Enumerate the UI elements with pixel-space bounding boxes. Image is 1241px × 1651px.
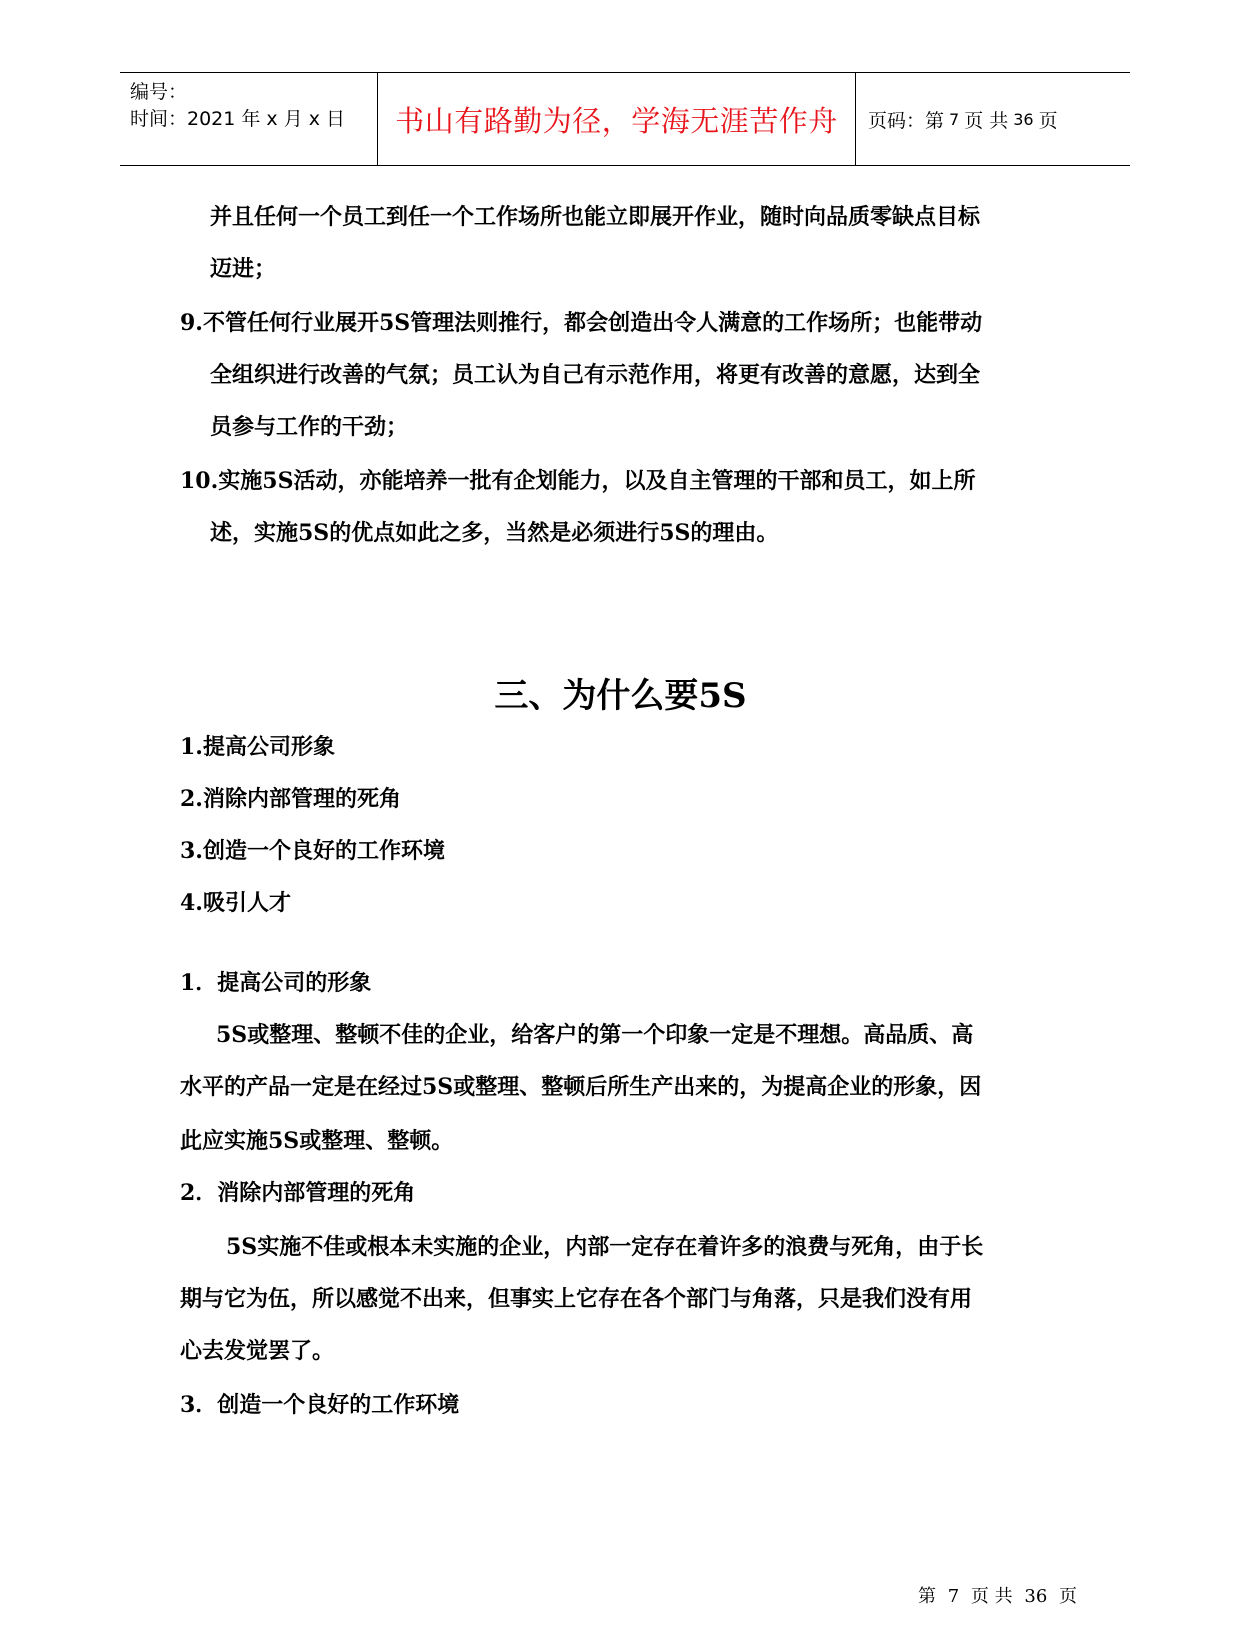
subsection-heading: 2．消除内部管理的死角	[180, 1180, 416, 1206]
section-title: 三、为什么要5S	[494, 676, 747, 716]
subsection-heading: 1．提高公司的形象	[180, 970, 372, 996]
body-line: 员参与工作的干劲；	[210, 414, 409, 440]
page-footer	[918, 1582, 1077, 1608]
header-motto: 书山有路勤为径，学海无涯苦作舟	[378, 73, 856, 165]
body-line: 迈进；	[210, 256, 277, 282]
list-item: 4.吸引人才	[180, 890, 291, 916]
footer-current: 7	[947, 1586, 960, 1607]
page-total: 36	[1013, 109, 1034, 129]
paragraph-line: 期与它为伍，所以感觉不出来，但事实上它存在各个部门与角落，只是我们没有用	[180, 1286, 973, 1312]
list-item: 1.提高公司形象	[180, 734, 335, 760]
footer-mid: 页 共	[970, 1586, 1013, 1607]
body-line: 9.不管任何行业展开5S管理法则推行，都会创造出令人满意的工作场所；也能带动	[180, 310, 983, 336]
paragraph-line: 此应实施5S或整理、整顿。	[180, 1128, 454, 1154]
list-item: 2.消除内部管理的死角	[180, 786, 401, 812]
body-line: 述，实施5S的优点如此之多，当然是必须进行5S的理由。	[210, 520, 779, 546]
paragraph-line: 心去发觉罢了。	[180, 1338, 335, 1364]
page-suffix: 页	[1038, 109, 1058, 132]
page-mid: 页 共	[964, 109, 1009, 132]
list-item: 3.创造一个良好的工作环境	[180, 838, 445, 864]
page-current: 7	[949, 109, 960, 129]
footer-prefix: 第	[918, 1586, 936, 1607]
body-line: 全组织进行改善的气氛；员工认为自己有示范作用，将更有改善的意愿，达到全	[210, 362, 981, 388]
paragraph-line: 5S或整理、整顿不佳的企业，给客户的第一个印象一定是不理想。高品质、高	[216, 1022, 974, 1048]
body-line: 并且任何一个员工到任一个工作场所也能立即展开作业，随时向品质零缺点目标	[210, 204, 981, 230]
time-label: 时间：2021 年 x 月 x 日	[130, 108, 346, 130]
page-prefix: 页码：第	[868, 109, 945, 132]
header-meta	[120, 73, 378, 165]
paragraph-line: 水平的产品一定是在经过5S或整理、整顿后所生产出来的，为提高企业的形象，因	[180, 1074, 982, 1100]
footer-total: 36	[1024, 1586, 1048, 1607]
page-header	[120, 72, 1130, 166]
footer-suffix: 页	[1059, 1586, 1078, 1607]
code-label: 编号：	[130, 81, 188, 103]
body-line: 10.实施5S活动，亦能培养一批有企划能力，以及自主管理的干部和员工，如上所	[180, 468, 976, 494]
subsection-heading: 3．创造一个良好的工作环境	[180, 1392, 460, 1418]
paragraph-line: 5S实施不佳或根本未实施的企业，内部一定存在着许多的浪费与死角，由于长	[226, 1234, 984, 1260]
header-page-number	[856, 73, 1130, 165]
